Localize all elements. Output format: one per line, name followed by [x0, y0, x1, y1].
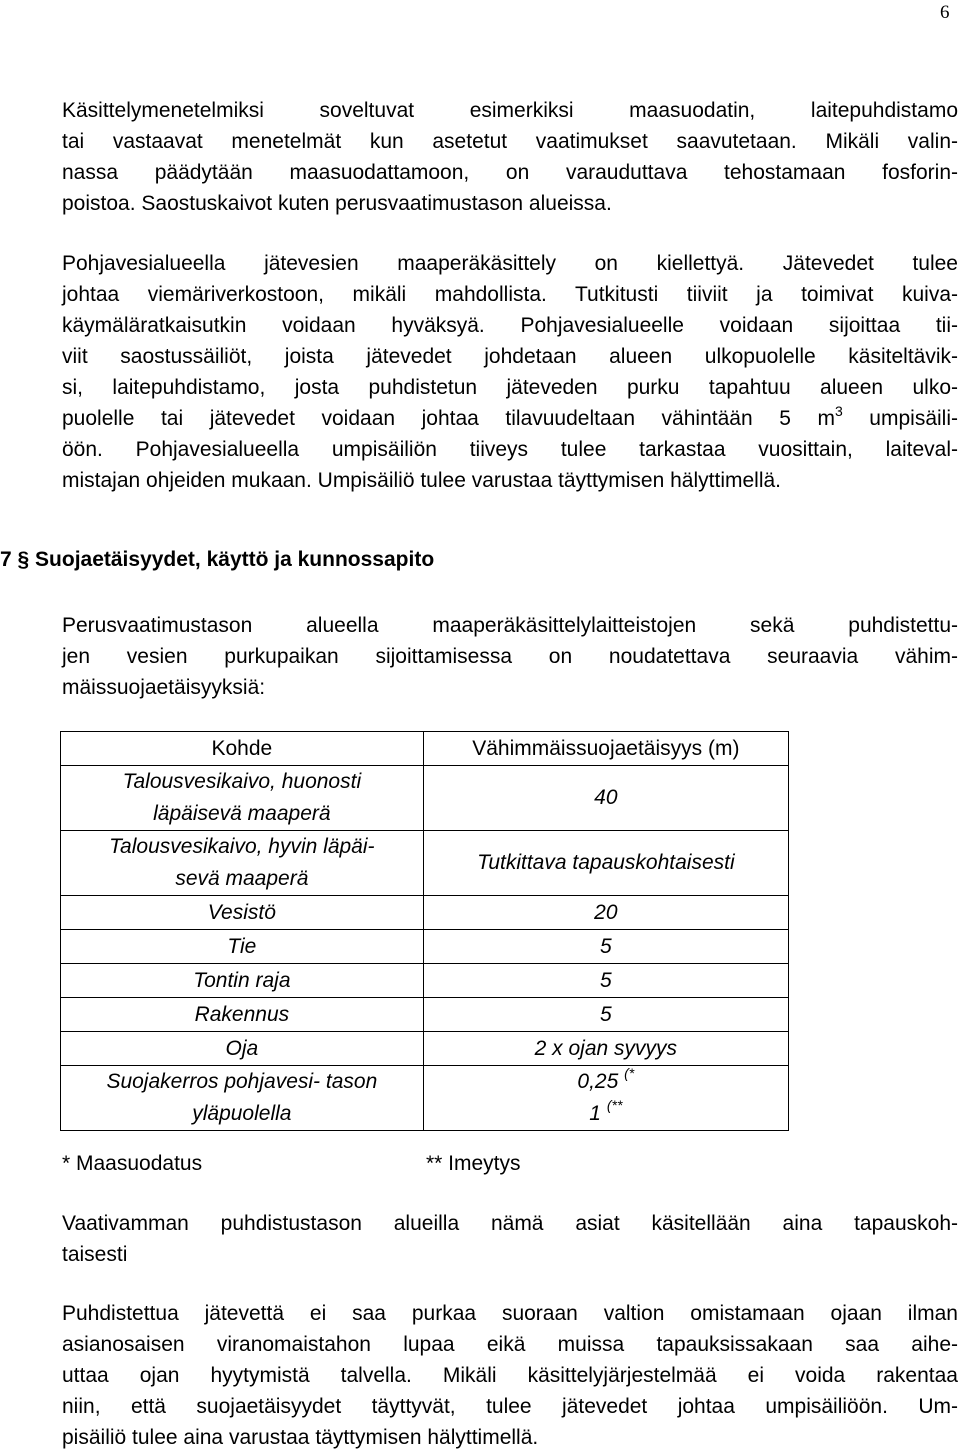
- paragraph-ditch-discharge: [62, 1298, 958, 1453]
- cell-line: [428, 1098, 784, 1130]
- text-line: jen vesien purkupaikan sijoittamisessa on noudatettava seuraavia vähim-: [62, 645, 958, 668]
- text-line: Käsittelymenetelmiksi soveltuvat esimerkiksi maasuodatin, laitepuhdistamo: [62, 99, 958, 122]
- table-cell-target: Oja: [61, 1032, 424, 1066]
- table-cell-distance: 20: [423, 896, 788, 930]
- cell-line: Suojakerros pohjavesi- tason: [106, 1070, 378, 1093]
- text-line-with-superscript: [62, 403, 958, 434]
- text-line: johtaa viemäriverkostoon, mikäli mahdollista. Tutkitusti tiiviit ja toimivat kuiva-: [62, 283, 958, 306]
- paragraph-groundwater-area: [62, 248, 958, 496]
- distances-table: [60, 731, 789, 1131]
- table-row: [61, 964, 789, 998]
- table-cell-distance: 5: [423, 930, 788, 964]
- text-line: Perusvaatimustason alueella maaperäkäsittelylaitteistojen sekä puhdistettu-: [62, 614, 958, 637]
- text-line: käymäläratkaisutkin voidaan hyväksyä. Pohjavesialueelle voidaan sijoittaa tii-: [62, 314, 958, 337]
- table-cell-target: Tie: [61, 930, 424, 964]
- text-line: Pohjavesialueella jätevesien maaperäkäsittely on kiellettyä. Jätevedet tulee: [62, 252, 958, 275]
- table-cell-target: [61, 831, 424, 896]
- table-cell-target: [61, 1066, 424, 1131]
- table-row: [61, 896, 789, 930]
- table-cell-target: Tontin raja: [61, 964, 424, 998]
- cell-line: sevä maaperä: [175, 867, 309, 890]
- text-line: poistoa. Saostuskaivot kuten perusvaatimustason alueissa.: [62, 192, 612, 215]
- cell-line: läpäisevä maaperä: [153, 802, 331, 825]
- footnote-soil-filter: * Maasuodatus: [62, 1152, 203, 1175]
- cell-line: yläpuolella: [192, 1102, 292, 1125]
- table-row: [61, 831, 789, 896]
- cell-line: Talousvesikaivo, huonosti: [122, 770, 362, 793]
- distance-value: 1: [589, 1102, 601, 1125]
- table-row: [61, 1066, 789, 1131]
- table-cell-target: Rakennus: [61, 998, 424, 1032]
- text-line: pisäiliö tulee aina varustaa täyttymisen hälyttimellä.: [62, 1426, 539, 1449]
- text-line: Vaativamman puhdistustason alueilla nämä asiat käsitellään aina tapauskoh-: [62, 1212, 958, 1235]
- text-line: asianosaisen viranomaistahon lupaa eikä muissa tapauksissakaan saa aihe-: [62, 1333, 958, 1356]
- superscript: 3: [834, 403, 843, 419]
- text-line: niin, että suojaetäisyydet täyttyvät, tulee jätevedet johtaa umpisäiliöön. Um-: [62, 1395, 958, 1418]
- paragraph-distances-intro: [62, 610, 958, 703]
- paragraph-treatment-methods: [62, 95, 958, 219]
- column-header-distance: Vähimmäissuojaetäisyys (m): [423, 732, 788, 766]
- table-row: [61, 930, 789, 964]
- table-cell-target: [61, 766, 424, 831]
- table-cell-target: Vesistö: [61, 896, 424, 930]
- text-line: tai vastaavat menetelmät kun asetetut vaatimukset saavutetaan. Mikäli valin-: [62, 130, 958, 153]
- table-cell-distance: 2 x ojan syvyys: [423, 1032, 788, 1066]
- text-line: mistajan ohjeiden mukaan. Umpisäiliö tulee varustaa täyttymisen hälyttimellä.: [62, 469, 782, 492]
- footnote-marker: (**: [606, 1097, 623, 1113]
- footnote-infiltration: ** Imeytys: [426, 1152, 521, 1175]
- text-line: uttaa ojan hyytymistä talvella. Mikäli käsittelyjärjestelmää ei voida rakentaa: [62, 1364, 958, 1387]
- table-row: [61, 766, 789, 831]
- text-line: Puhdistettua jätevettä ei saa purkaa suoraan valtion omistamaan ojaan ilman: [62, 1302, 958, 1325]
- table-cell-distance: [423, 1066, 788, 1131]
- footnote-marker: (*: [624, 1065, 635, 1081]
- text-line: öön. Pohjavesialueella umpisäiliön tiiveys tulee tarkastaa vuosittain, laiteval-: [62, 438, 958, 461]
- table-row: [61, 998, 789, 1032]
- page-number: 6: [940, 2, 950, 23]
- table-header-row: [61, 732, 789, 766]
- table-cell-distance: Tutkittava tapauskohtaisesti: [423, 831, 788, 896]
- column-header-target: Kohde: [61, 732, 424, 766]
- text-line: taisesti: [62, 1243, 128, 1266]
- cell-line: [428, 1066, 784, 1098]
- table-cell-distance: 40: [423, 766, 788, 831]
- text-fragment: umpisäili-: [842, 407, 958, 430]
- table-cell-distance: 5: [423, 998, 788, 1032]
- text-line: si, laitepuhdistamo, josta puhdistetun jäteveden purku tapahtuu alueen ulko-: [62, 376, 958, 399]
- table-cell-distance: 5: [423, 964, 788, 998]
- paragraph-demanding-areas: [62, 1208, 958, 1270]
- text-line: nassa päädytään maasuodattamoon, on varauduttava tehostamaan fosforin-: [62, 161, 958, 184]
- text-fragment: puolelle tai jätevedet voidaan johtaa tilavuudeltaan vähintään 5 m: [62, 407, 835, 430]
- text-line: viit saostussäiliöt, joista jätevedet johdetaan alueen ulkopuolelle käsiteltävik-: [62, 345, 958, 368]
- cell-line: Talousvesikaivo, hyvin läpäi-: [109, 835, 375, 858]
- table-row: [61, 1032, 789, 1066]
- text-line: mäissuojaetäisyyksiä:: [62, 676, 266, 699]
- distance-value: 0,25: [577, 1070, 619, 1093]
- section-heading: 7 § Suojaetäisyydet, käyttö ja kunnossapito: [0, 548, 435, 571]
